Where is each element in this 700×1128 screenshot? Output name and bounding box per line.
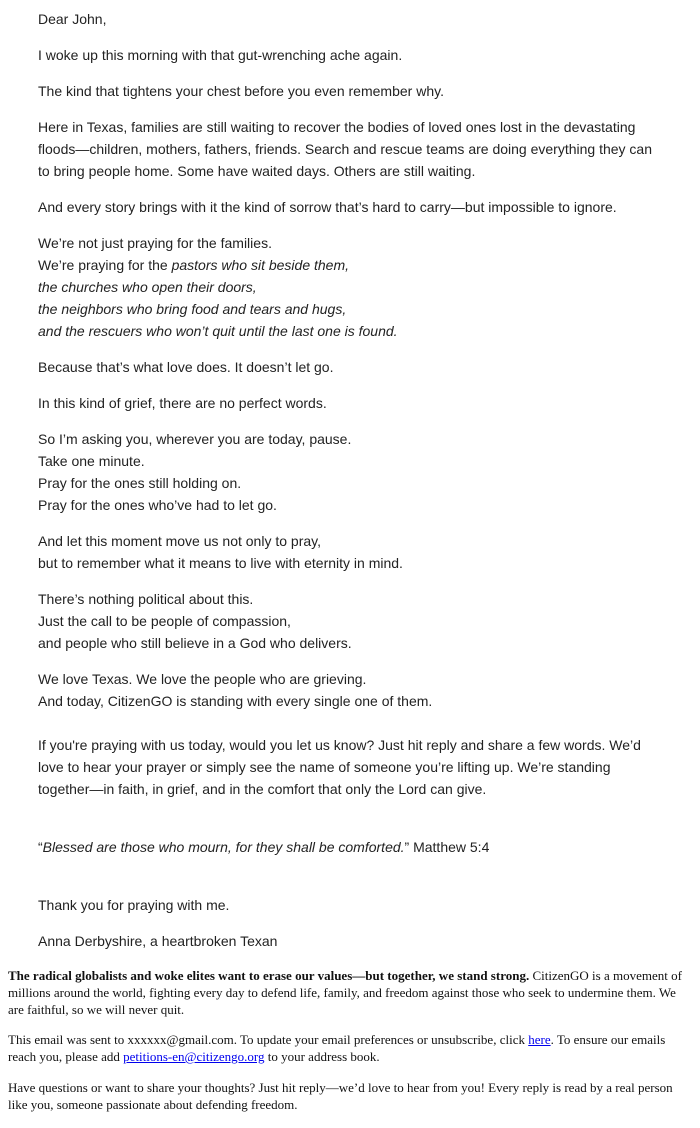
paragraph-5: [38, 232, 678, 342]
praying-for-text: We’re praying for the: [38, 257, 172, 273]
footer-sent-suffix: to your address book.: [264, 1049, 380, 1064]
paragraph-8-line: Pray for the ones who’ve had to let go.: [38, 497, 277, 513]
paragraph-9: [38, 530, 678, 574]
paragraph-6: Because that’s what love does. It doesn’t let go.: [38, 359, 334, 375]
footer-sent-mid: . To ensure our emails reach you, please add: [8, 1032, 666, 1064]
paragraph-8-line: So I’m asking you, wherever you are today, pause.: [38, 431, 352, 447]
footer-about-text: CitizenGO is a movement of millions around the world, fighting every day to defend life, family, and freedom against those who seek to undermine them. We are faithful, so we will never quit.: [8, 968, 682, 1017]
paragraph-8-line: Pray for the ones still holding on.: [38, 475, 242, 491]
paragraph-10-line: There’s nothing political about this.: [38, 591, 254, 607]
paragraph-4: And every story brings with it the kind of sorrow that’s hard to carry—but impossible to ignore.: [38, 199, 617, 215]
paragraph-5-line: We’re not just praying for the families.: [38, 235, 272, 251]
footer-about: [8, 967, 692, 1018]
thanks-line: Thank you for praying with me.: [38, 897, 230, 913]
paragraph-10-line: and people who still believe in a God who delivers.: [38, 635, 352, 651]
signature: Anna Derbyshire, a heartbroken Texan: [38, 933, 278, 949]
paragraph-5-line: the churches who open their doors,: [38, 279, 257, 295]
paragraph-12-line: together—in faith, in grief, and in the comfort that only the Lord can give.: [38, 781, 487, 797]
quote-reference: Matthew 5:4: [409, 839, 490, 855]
paragraph-3-line: floods—children, mothers, fathers, friends. Search and rescue teams are doing everything they can: [38, 141, 652, 157]
paragraph-9-line: And let this moment move us not only to pray,: [38, 533, 321, 549]
paragraph-8: [38, 428, 678, 516]
paragraph-12-line: If you're praying with us today, would you let us know? Just hit reply and share a few words. We’d: [38, 737, 641, 753]
paragraph-10-line: Just the call to be people of compassion,: [38, 613, 291, 629]
sender-email-link[interactable]: petitions-en@citizengo.org: [123, 1049, 265, 1064]
footer-about-bold: The radical globalists and woke elites want to erase our values—but together, we stand strong.: [8, 968, 530, 983]
paragraph-11-line: And today, CitizenGO is standing with every single one of them.: [38, 693, 433, 709]
salutation: Dear John,: [38, 11, 107, 27]
paragraph-12: [38, 734, 678, 800]
paragraph-3-line: Here in Texas, families are still waiting to recover the bodies of loved ones lost in the devastating: [38, 119, 636, 135]
paragraph-10: [38, 588, 678, 654]
paragraph-9-line: but to remember what it means to live with eternity in mind.: [38, 555, 403, 571]
paragraph-5-line: the neighbors who bring food and tears and hugs,: [38, 301, 347, 317]
quote-text: Blessed are those who mourn, for they shall be comforted.: [42, 839, 405, 855]
paragraph-1: I woke up this morning with that gut-wrenching ache again.: [38, 47, 403, 63]
paragraph-7: In this kind of grief, there are no perfect words.: [38, 395, 327, 411]
footer-questions: Have questions or want to share your thoughts? Just hit reply—we’d love to hear from you! Every reply is read by a real person like you, someone passionate about defending freedom.: [8, 1080, 673, 1112]
paragraph-11-line: We love Texas. We love the people who are grieving.: [38, 671, 367, 687]
paragraph-11: [38, 668, 678, 712]
paragraph-3-line: to bring people home. Some have waited days. Others are still waiting.: [38, 163, 476, 179]
bible-quote: [38, 836, 678, 858]
paragraph-5-line: [38, 254, 678, 276]
paragraph-5-line: and the rescuers who won’t quit until the last one is found.: [38, 323, 398, 339]
paragraph-3: [38, 116, 678, 182]
quote-close-mark: ”: [404, 839, 410, 855]
footer-subscription: [8, 1031, 692, 1065]
paragraph-12-line: love to hear your prayer or simply see the name of someone you’re lifting up. We’re standing: [38, 759, 611, 775]
quote-open-mark: “: [38, 839, 43, 855]
unsubscribe-link[interactable]: here: [528, 1032, 551, 1047]
footer-sent-prefix: This email was sent to xxxxxx@gmail.com. To update your email preferences or unsubscribe, click: [8, 1032, 529, 1047]
paragraph-2: The kind that tightens your chest before you even remember why.: [38, 83, 444, 99]
pastors-text: pastors who sit beside them,: [171, 257, 350, 273]
paragraph-8-line: Take one minute.: [38, 453, 145, 469]
